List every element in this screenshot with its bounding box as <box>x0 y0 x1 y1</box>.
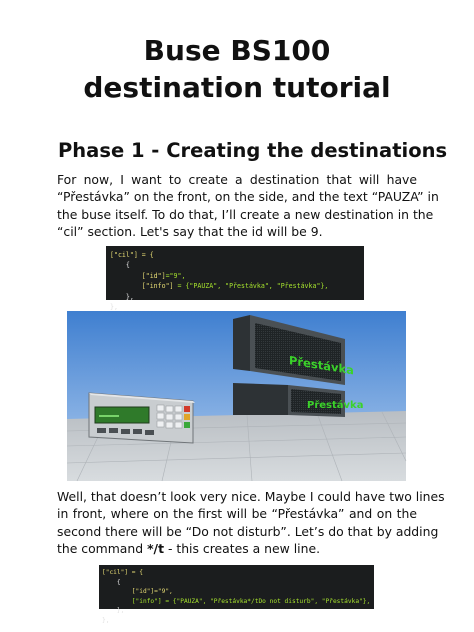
two-lines-line-2: in front, where on the first will be “Přestávka” and on the <box>57 506 417 522</box>
code1-line-6: }, <box>110 303 118 312</box>
code2-line-5: }, <box>102 607 125 615</box>
two-lines-line-4-prefix: the command <box>57 541 148 557</box>
two-lines-paragraph <box>57 488 445 558</box>
control-panel-device <box>89 393 195 443</box>
code2-line-1: ["cil"] = { <box>102 569 143 576</box>
code2-line-2: { <box>102 578 121 586</box>
code1-line-1: ["cil"] = { <box>110 251 154 259</box>
document-title-line-1: Buse BS100 <box>143 34 331 67</box>
panel-keypad <box>157 405 182 428</box>
code1-line-4-key: ["info"] <box>110 282 174 291</box>
intro-line-4: “cil” section. Let's say that the id will be 9. <box>57 224 323 240</box>
two-lines-line-4-suffix: - this creates a new line. <box>164 541 321 557</box>
intro-paragraph <box>57 171 439 241</box>
two-lines-line-4 <box>57 540 417 557</box>
intro-line-2: “Přestávka” on the front, on the side, and the text “PAUZA” in <box>57 189 439 205</box>
newline-command: */t <box>147 541 164 557</box>
code2-line-3: ["id"]="9", <box>102 588 173 596</box>
scene-svg <box>67 311 406 481</box>
code1-line-3-value: ="9", <box>165 271 186 280</box>
intro-line-1: For now, I want to create a destination that will have <box>57 172 417 187</box>
code2-line-6: }, <box>102 616 110 624</box>
bus-display-screenshot <box>67 311 406 481</box>
code-block-destination <box>106 246 364 312</box>
code1-line-5: }, <box>110 292 134 301</box>
code1-line-2: { <box>110 261 130 270</box>
front-sign-text: Přestávka <box>289 353 354 378</box>
code-block-two-lines <box>99 565 374 624</box>
phase-1-heading: Phase 1 - Creating the destinations <box>58 139 448 162</box>
two-lines-line-3: second there will be “Do not disturb”. Let’s do that by adding <box>57 523 439 539</box>
side-sign-text: Přestávka <box>307 400 364 411</box>
code1-line-3-key: ["id"] <box>110 271 166 280</box>
document-title-line-2: destination tutorial <box>83 71 391 104</box>
intro-line-3: the buse itself. To do that, I’ll create a new destination in the <box>57 206 434 222</box>
code2-line-4: ["info"] = {"PAUZA", "Přestávka*/tDo not disturb", "Přestávka"}, <box>102 597 371 605</box>
two-lines-line-1: Well, that doesn’t look very nice. Maybe I could have two lines <box>57 489 445 504</box>
code1-line-4-value: = {"PAUZA", "Přestávka", "Přestávka"}, <box>173 282 329 291</box>
